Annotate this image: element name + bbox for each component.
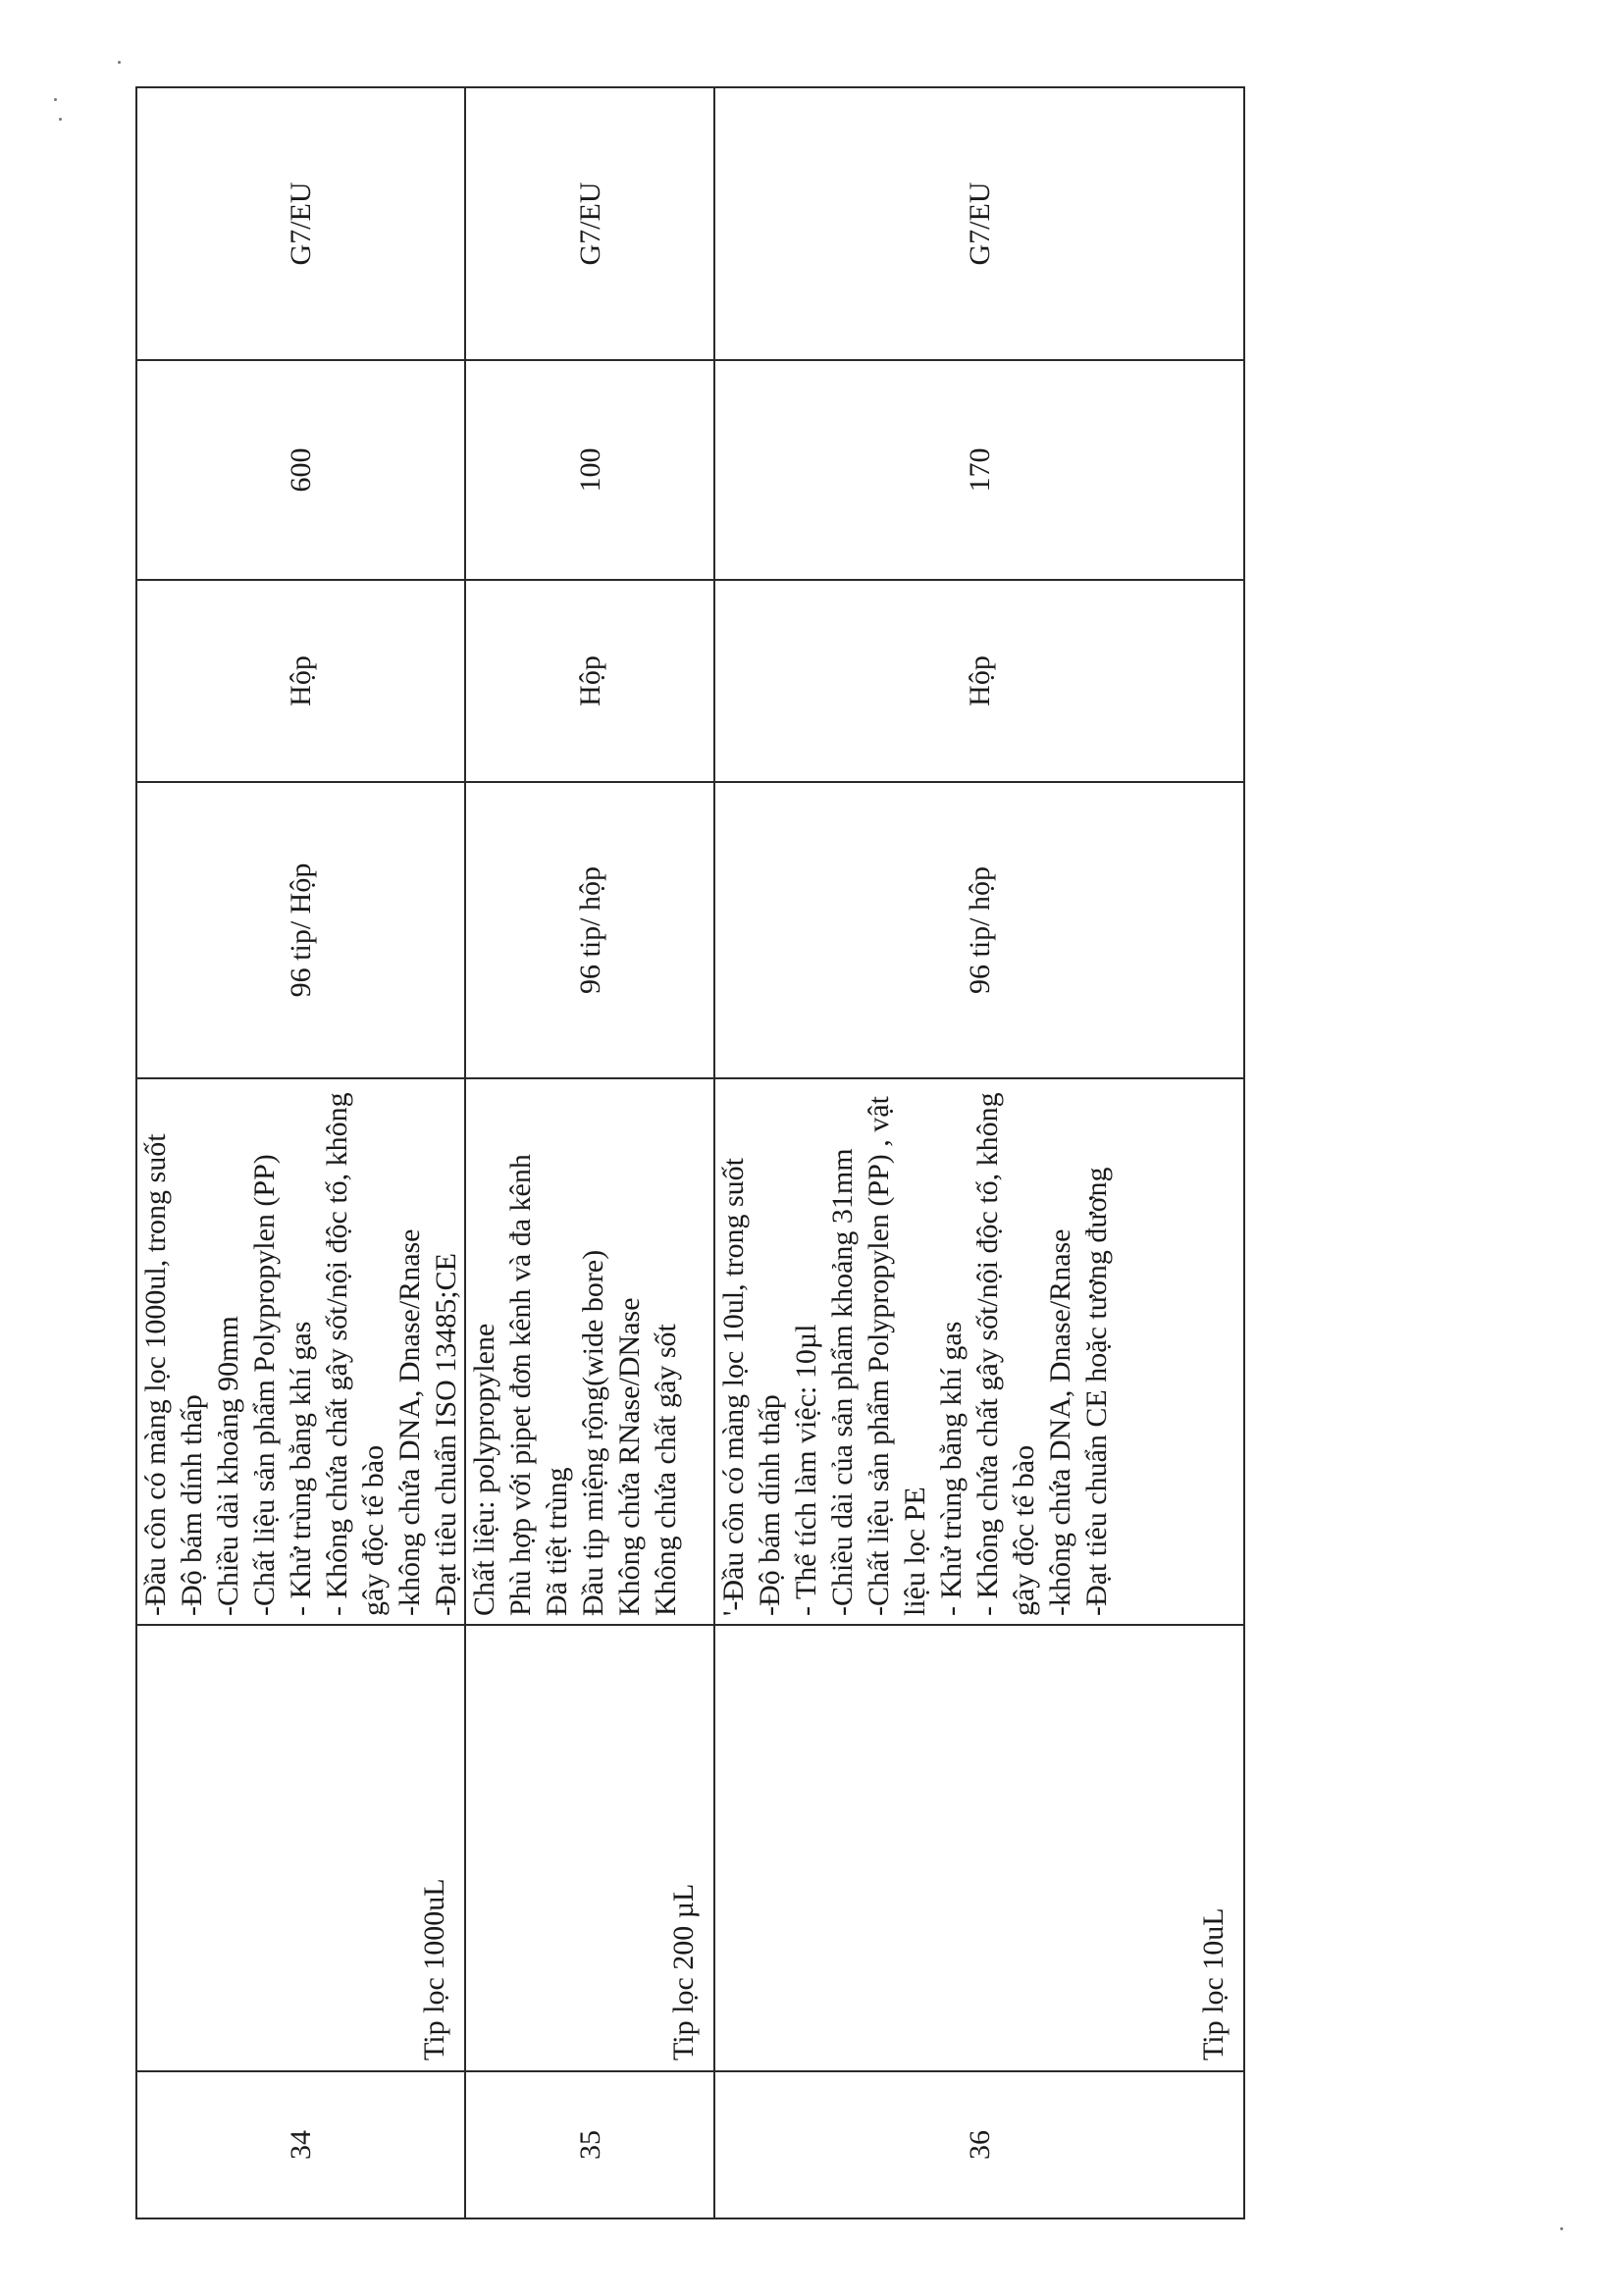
unit: Hộp	[714, 580, 1244, 782]
origin: G7/EU	[136, 87, 465, 360]
spec-line: - Khử trùng bằng khí gas	[935, 1321, 968, 1616]
spec-line: Phù hợp với pipet đơn kênh và đa kênh	[504, 1154, 537, 1616]
spec-line: -Đạt tiêu chuẩn CE hoặc tương đương	[1080, 1167, 1113, 1616]
rotated-table-page	[135, 88, 1230, 2219]
table-row	[465, 87, 714, 2218]
spec-line: liệu lọc PE	[899, 1487, 931, 1616]
equipment-spec-table	[135, 86, 1245, 2219]
unit: Hộp	[465, 580, 714, 782]
quantity: 170	[714, 360, 1244, 580]
spec-line: - Thể tích làm việc: 10µl	[790, 1324, 822, 1616]
quantity: 600	[136, 360, 465, 580]
spec-line: - Khử trùng bằng khí gas	[285, 1321, 317, 1616]
spec-line: -Chất liệu sản phẩm Polypropylen (PP) , vật	[863, 1096, 895, 1616]
unit: Hộp	[136, 580, 465, 782]
spec-line: -Chất liệu sản phẩm Polypropylen (PP)	[248, 1154, 281, 1616]
spec-line: Đầu tip miệng rộng(wide bore)	[577, 1249, 609, 1616]
packing-spec: 96 tip/ hộp	[465, 782, 714, 1078]
item-name: Tip lọc 200 µL	[465, 1625, 714, 2071]
spec-line: Không chứa RNase/DNase	[613, 1297, 646, 1616]
table-row	[136, 87, 465, 2218]
table-row	[714, 87, 1244, 2218]
spec-line: -Độ bám dính thấp	[176, 1394, 208, 1616]
row-number: 34	[136, 2071, 465, 2218]
origin: G7/EU	[714, 87, 1244, 360]
spec-line: '-Đầu côn có màng lọc 10ul, trong suốt	[717, 1158, 750, 1616]
spec-line: Đã tiệt trùng	[541, 1467, 573, 1616]
packing-spec: 96 tip/ hộp	[714, 782, 1244, 1078]
spec-line: gây độc tế bào	[357, 1444, 390, 1616]
spec-line: Không chứa chất gây sốt	[650, 1324, 682, 1616]
item-specification	[714, 1078, 1244, 1625]
spec-line: -Chiều dài khoảng 90mm	[212, 1316, 244, 1616]
origin: G7/EU	[465, 87, 714, 360]
quantity: 100	[465, 360, 714, 580]
row-number: 35	[465, 2071, 714, 2218]
spec-line: -Đạt tiêu chuẩn ISO 13485;CE	[430, 1253, 462, 1616]
row-number: 36	[714, 2071, 1244, 2218]
spec-line: -Chiều dài của sản phẩm khoảng 31mm	[826, 1148, 859, 1616]
item-specification	[465, 1078, 714, 1625]
spec-line: -không chứa DNA, Dnase/Rnase	[1044, 1228, 1076, 1616]
scan-speck	[118, 61, 121, 64]
spec-line: gây độc tế bào	[1008, 1444, 1040, 1616]
spec-line: - Không chứa chất gây sốt/nội độc tố, không	[971, 1092, 1004, 1616]
packing-spec: 96 tip/ Hộp	[136, 782, 465, 1078]
spec-line: - Không chứa chất gây sốt/nội độc tố, không	[321, 1092, 353, 1616]
item-specification	[136, 1078, 465, 1625]
spec-line: Chất liệu: polypropylene	[468, 1323, 500, 1616]
item-name: Tip lọc 10uL	[714, 1625, 1244, 2071]
scan-speck	[1560, 2227, 1563, 2230]
scan-speck	[59, 118, 62, 121]
scan-speck	[54, 98, 57, 101]
spec-line: -Độ bám dính thấp	[754, 1394, 786, 1616]
spec-line: -không chứa DNA, Dnase/Rnase	[393, 1228, 426, 1616]
spec-line: -Đầu côn có màng lọc 1000ul, trong suốt	[139, 1133, 172, 1616]
item-name: Tip lọc 1000uL	[136, 1625, 465, 2071]
